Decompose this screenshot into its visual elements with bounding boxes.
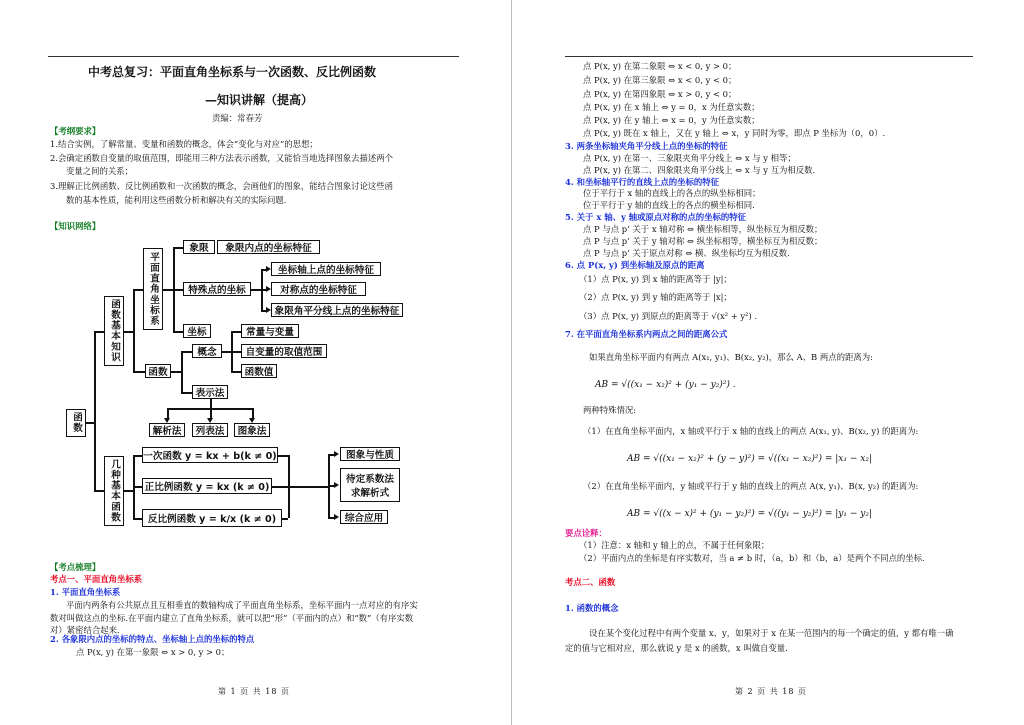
node-quadrant: 象限	[183, 240, 215, 254]
text-line: （1）点 P(x, y) 到 x 轴的距离等于 |y|；	[579, 274, 732, 284]
node-table: 列表法	[192, 423, 228, 437]
node-inverse-function: 反比例函数 y = k/x (k ≠ 0)	[142, 509, 282, 527]
tip-line: （1）注意：x 轴和 y 轴上的点，不属于任何象限；	[579, 540, 770, 550]
section-network: 【知识网络】	[50, 221, 101, 231]
connector	[133, 289, 135, 371]
undetermined-line: 求解析式	[350, 488, 390, 499]
node-symmetric-feature: 对称点的坐标特征	[271, 282, 366, 296]
axis-line: 点 P(x, y) 在 y 轴上 ⇔ x = 0，y 为任意实数；	[583, 115, 760, 125]
heading-1: 1. 平面直角坐标系	[50, 587, 121, 597]
quadrant-line: 点 P(x, y) 在第三象限 ⇔ x < 0, y < 0；	[583, 75, 737, 85]
text-line: （2）在直角坐标平面内，y 轴或平行于 y 轴的直线上的两点 A(x, y₁)、B(x, y₂) 的距离为:	[583, 481, 919, 491]
connector	[328, 454, 335, 456]
undetermined-line: 待定系数法	[346, 474, 394, 485]
connector	[173, 289, 183, 291]
connector	[181, 351, 183, 392]
connector	[282, 518, 288, 520]
heading-3: 3. 两条坐标轴夹角平分线上点的坐标的特征	[565, 141, 728, 151]
connector	[133, 371, 145, 373]
req-line: 3.理解正比例函数、反比例函数和一次函数的概念，会画他们的图象，能结合图象讨论这些函	[50, 181, 393, 191]
node-function-root: 函数	[66, 409, 86, 437]
formula: AB = √((x₁ − x₂)² + (y − y)²) = √((x₁ − x₂)²) = |x₁ − x₂|	[627, 454, 872, 464]
header-rule	[48, 56, 459, 57]
connector	[272, 486, 288, 488]
text-line: 位于平行于 x 轴的直线上的各点的纵坐标相同；	[583, 188, 761, 198]
page-footer: 第 2 页 共 18 页	[735, 687, 807, 696]
connector	[278, 455, 288, 457]
connector	[210, 408, 212, 418]
arrow	[249, 418, 255, 423]
connector	[210, 399, 212, 408]
connector	[94, 490, 104, 492]
node-graph: 图象法	[234, 423, 270, 437]
connector	[173, 331, 183, 333]
page-1	[0, 0, 511, 725]
page-2	[513, 0, 1024, 725]
req-line: 1.结合实例，了解常量、变量和函数的概念，体会“变化与对应”的思想；	[50, 139, 318, 149]
paragraph-line: 数对叫做这点的坐标.在平面内建立了直角坐标系，就可以把“形”（平面内的点）和“数”（有序实数	[50, 613, 414, 623]
text-line: 如果直角坐标平面内有两点 A(x₁, y₁)、B(x₂, y₂)，那么 A、B 两点的距离为:	[589, 352, 873, 362]
req-line: 2.会确定函数自变量的取值范围，即能用三种方法表示函数，又能恰当地选择图象去描述两个	[50, 153, 393, 163]
text-line: 点 P(x, y) 在第一、三象限夹角平分线上 ⇔ x 与 y 相等；	[583, 153, 796, 163]
connector	[173, 247, 183, 249]
node-special-points: 特殊点的坐标	[183, 282, 251, 296]
arrow	[164, 418, 170, 423]
connector	[288, 486, 328, 488]
connector	[124, 331, 133, 333]
connector	[133, 486, 142, 488]
connector	[222, 351, 231, 353]
heading-2: 2. 各象限内点的坐标的特点、坐标轴上点的坐标的特点	[50, 634, 255, 644]
req-line: 变量之间的关系；	[66, 166, 133, 176]
heading-8: 1. 函数的概念	[565, 603, 619, 613]
node-coordinate: 坐标	[183, 324, 211, 338]
paragraph-line: 定的值与它相对应，那么就说 y 是 x 的函数，x 叫做自变量.	[565, 643, 788, 653]
connector	[94, 331, 104, 333]
connector	[261, 289, 267, 291]
node-undetermined	[340, 468, 400, 502]
doc-title: 中考总复习：平面直角坐标系与一次函数、反比例函数	[88, 65, 377, 79]
node-basic-functions: 几种基本函数	[104, 456, 124, 526]
node-linear-function: 一次函数 y = kx + b(k ≠ 0)	[142, 447, 278, 463]
heading-5: 5. 关于 x 轴、y 轴或原点对称的点的坐标的特征	[565, 212, 747, 222]
connector	[328, 517, 335, 519]
node-representation: 表示法	[192, 385, 228, 399]
connector	[261, 310, 267, 312]
page-divider	[511, 0, 512, 725]
connector	[181, 392, 192, 394]
quadrant-line: 点 P(x, y) 在第四象限 ⇔ x > 0, y < 0；	[583, 89, 737, 99]
connector	[181, 351, 192, 353]
heading-7: 7. 在平面直角坐标系内两点之间的距离公式	[565, 329, 728, 339]
node-function-value: 函数值	[241, 364, 277, 378]
formula: AB = √((x − x)² + (y₁ − y₂)²) = √((y₁ − y₂)²) = |y₁ − y₂|	[627, 509, 872, 519]
heading-4: 4. 和坐标轴平行的直线上点的坐标的特征	[565, 177, 720, 187]
connector	[124, 490, 133, 492]
connector	[231, 331, 241, 333]
section-points: 【考点梳理】	[50, 562, 101, 572]
node-constant-variable: 常量与变量	[241, 324, 299, 338]
text-line: 点 P 与点 p’ 关于 x 轴对称 ⇔ 横坐标相等，纵坐标互为相反数；	[583, 224, 823, 234]
connector	[251, 289, 261, 291]
connector	[231, 351, 241, 353]
key-point-1: 考点一、平面直角坐标系	[50, 574, 143, 584]
node-image-property: 图象与性质	[340, 447, 400, 461]
paragraph-line: 平面内两条有公共原点且互相垂直的数轴构成了平面直角坐标系，坐标平面内一点对应的有序实	[66, 600, 418, 610]
node-concept: 概念	[192, 344, 222, 358]
node-comprehensive: 综合应用	[340, 510, 388, 524]
text-line: 位于平行于 y 轴的直线上的各点的横坐标相同.	[583, 200, 755, 210]
text-line: 两种特殊情况:	[583, 405, 637, 415]
connector	[328, 485, 335, 487]
node-coordinate-system: 平面直角坐标系	[143, 248, 163, 330]
connector	[231, 371, 241, 373]
doc-subtitle: —知识讲解（提高）	[205, 93, 314, 107]
tip-heading: 要点诠释：	[565, 528, 607, 538]
header-rule	[565, 56, 973, 57]
formula: AB = √((x₁ − x₂)² + (y₁ − y₂)²) .	[595, 380, 736, 390]
page-footer: 第 1 页 共 18 页	[218, 687, 290, 696]
connector	[94, 331, 96, 491]
axis-line: 点 P(x, y) 在 x 轴上 ⇔ y = 0，x 为任意实数；	[583, 102, 760, 112]
connector	[252, 408, 254, 418]
req-line: 数的基本性质，能利用这些函数分析和解决有关的实际问题.	[66, 195, 287, 205]
quadrant-line: 点 P(x, y) 在第一象限 ⇔ x > 0, y > 0；	[76, 647, 230, 657]
connector	[167, 408, 169, 418]
connector	[133, 289, 143, 291]
node-axis-feature: 坐标轴上点的坐标特征	[271, 262, 381, 276]
node-analytic: 解析法	[149, 423, 185, 437]
tip-line: （2）平面内点的坐标是有序实数对，当 a ≠ b 时，（a，b）和（b，a）是两个不同点的坐标.	[579, 553, 925, 563]
node-proportional-function: 正比例函数 y = kx (k ≠ 0)	[142, 478, 272, 494]
key-point-2: 考点二、函数	[565, 577, 616, 587]
quadrant-line: 点 P(x, y) 在第二象限 ⇔ x < 0, y > 0；	[583, 61, 737, 71]
paragraph-line: 设在某个变化过程中有两个变量 x、y，如果对于 x 在某一范围内的每一个确定的值，y 都有唯一确	[589, 628, 954, 638]
text-line: 点 P 与点 p’ 关于原点对称 ⇔ 横、纵坐标均互为相反数.	[583, 248, 790, 258]
connector	[163, 289, 173, 291]
connector	[133, 455, 142, 457]
text-line: 点 P(x, y) 在第二、四象限夹角平分线上 ⇔ x 与 y 互为相反数.	[583, 165, 816, 175]
text-line: （2）点 P(x, y) 到 y 轴的距离等于 |x|；	[579, 292, 732, 302]
node-quadrant-feature: 象限内点的坐标特征	[217, 240, 320, 254]
paragraph-line: 对）紧密结合起来.	[50, 625, 120, 635]
connector	[171, 371, 181, 373]
node-basic-knowledge: 函数基本知识	[104, 296, 124, 366]
text-line: 点 P 与点 p’ 关于 y 轴对称 ⇔ 纵坐标相等，横坐标互为相反数；	[583, 236, 823, 246]
heading-6: 6. 点 P(x, y) 到坐标轴及原点的距离	[565, 260, 705, 270]
origin-line: 点 P(x, y) 既在 x 轴上，又在 y 轴上 ⇔ x，y 同时为零，即点 P 坐标为（0，0）.	[583, 128, 886, 138]
node-function: 函数	[145, 364, 171, 378]
arrow	[207, 418, 213, 423]
node-bisector-feature: 象限角平分线上点的坐标特征	[271, 303, 403, 317]
section-requirements: 【考纲要求】	[50, 126, 101, 136]
text-line: （1）在直角坐标平面内，x 轴或平行于 x 轴的直线上的两点 A(x₁, y)、B(x₂, y) 的距离为:	[583, 426, 919, 436]
connector	[261, 269, 267, 271]
text-line: （3）点 P(x, y) 到原点的距离等于 √(x² + y²) .	[579, 311, 758, 321]
connector	[133, 518, 142, 520]
node-domain: 自变量的取值范围	[241, 344, 327, 358]
editor: 责编：常春芳	[212, 113, 263, 123]
